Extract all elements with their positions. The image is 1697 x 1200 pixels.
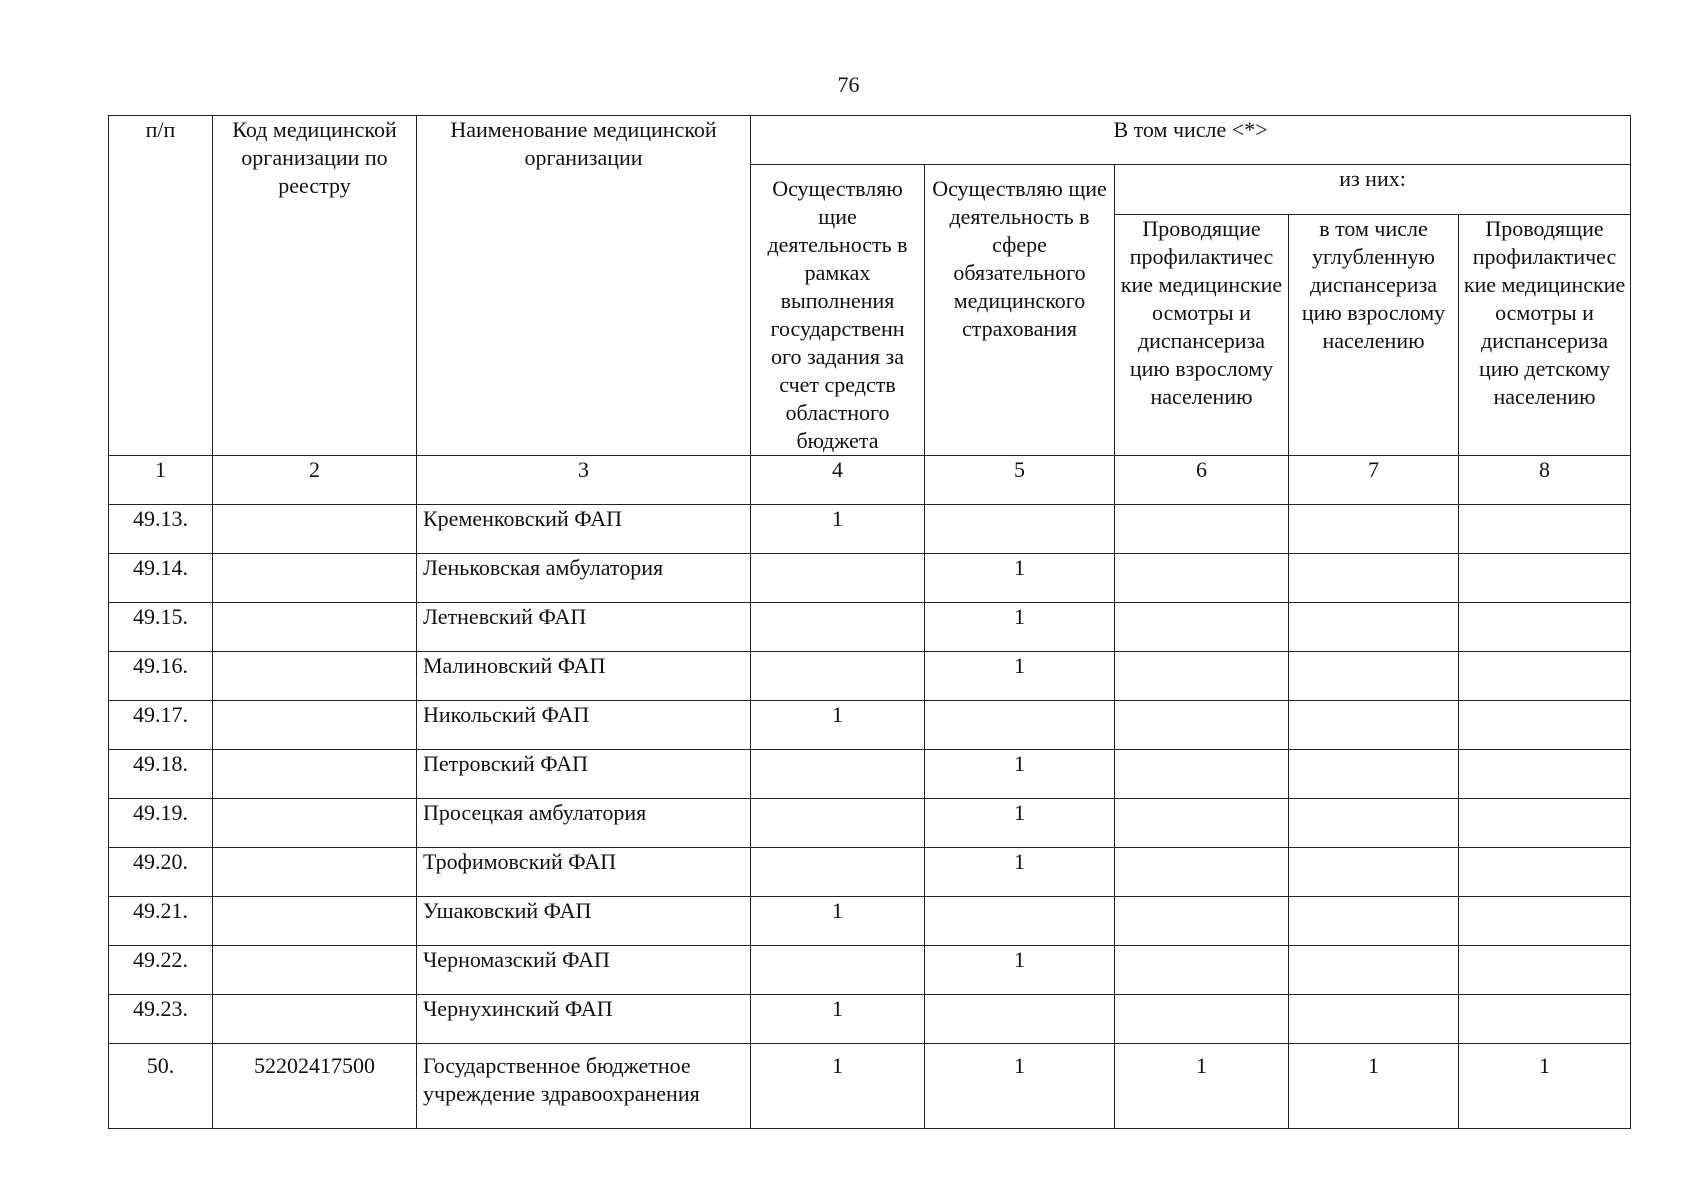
column-number: 8 [1459, 456, 1631, 505]
header-adult-checkups: Проводящие профилактичес кие медицинские осмотры и диспансериза цию взрослому населению [1115, 214, 1289, 455]
row-state-task: 1 [751, 897, 925, 946]
row-state-task: 1 [751, 701, 925, 750]
row-adult-checkups: 1 [1115, 1044, 1289, 1129]
table-row [109, 652, 1631, 701]
row-adult-checkups [1115, 848, 1289, 897]
row-deep-dispensary [1289, 799, 1459, 848]
row-pp: 49.17. [109, 701, 213, 750]
table-row [109, 799, 1631, 848]
row-pp: 49.21. [109, 897, 213, 946]
row-code [213, 897, 417, 946]
page-number: 76 [837, 72, 860, 97]
header-pp: п/п [109, 116, 213, 456]
row-child-checkups [1459, 701, 1631, 750]
row-child-checkups: 1 [1459, 1044, 1631, 1129]
row-child-checkups [1459, 995, 1631, 1044]
table-row [109, 701, 1631, 750]
column-numbers-row [109, 456, 1631, 505]
row-child-checkups [1459, 799, 1631, 848]
column-number: 7 [1289, 456, 1459, 505]
row-adult-checkups [1115, 505, 1289, 554]
table-row [109, 554, 1631, 603]
row-oms: 1 [925, 1044, 1115, 1129]
header-code: Код медицинской организации по реестру [213, 116, 417, 456]
row-deep-dispensary [1289, 750, 1459, 799]
row-state-task [751, 652, 925, 701]
row-name: Летневский ФАП [417, 603, 751, 652]
row-pp: 49.20. [109, 848, 213, 897]
column-number: 6 [1115, 456, 1289, 505]
row-adult-checkups [1115, 750, 1289, 799]
row-oms: 1 [925, 750, 1115, 799]
row-name: Никольский ФАП [417, 701, 751, 750]
row-code: 52202417500 [213, 1044, 417, 1129]
row-state-task: 1 [751, 505, 925, 554]
row-oms: 1 [925, 848, 1115, 897]
row-oms [925, 505, 1115, 554]
row-pp: 50. [109, 1044, 213, 1129]
header-state-task: Осуществляю щие деятельность в рамках выполнения государственн ого задания за счет средств областного бюджета [751, 165, 925, 456]
medical-organizations-table [108, 115, 1631, 1129]
row-pp: 49.22. [109, 946, 213, 995]
row-name: Трофимовский ФАП [417, 848, 751, 897]
row-adult-checkups [1115, 897, 1289, 946]
table-row [109, 750, 1631, 799]
row-pp: 49.18. [109, 750, 213, 799]
row-oms [925, 995, 1115, 1044]
table-body [109, 456, 1631, 1129]
row-state-task [751, 603, 925, 652]
row-code [213, 603, 417, 652]
row-state-task [751, 554, 925, 603]
column-number: 2 [213, 456, 417, 505]
row-pp: 49.15. [109, 603, 213, 652]
table-row [109, 897, 1631, 946]
column-number: 5 [925, 456, 1115, 505]
table-row [109, 505, 1631, 554]
row-name: Малиновский ФАП [417, 652, 751, 701]
row-state-task [751, 750, 925, 799]
table-row [109, 1044, 1631, 1129]
header-child-checkups: Проводящие профилактичес кие медицинские осмотры и диспансериза цию детскому населению [1459, 214, 1631, 455]
row-name: Леньковская амбулатория [417, 554, 751, 603]
row-child-checkups [1459, 897, 1631, 946]
table-row [109, 995, 1631, 1044]
row-state-task [751, 946, 925, 995]
row-name: Чернухинский ФАП [417, 995, 751, 1044]
row-deep-dispensary: 1 [1289, 1044, 1459, 1129]
row-name: Кременковский ФАП [417, 505, 751, 554]
row-name: Петровский ФАП [417, 750, 751, 799]
row-oms: 1 [925, 554, 1115, 603]
table-row [109, 603, 1631, 652]
row-state-task [751, 848, 925, 897]
row-deep-dispensary [1289, 554, 1459, 603]
row-code [213, 505, 417, 554]
row-child-checkups [1459, 750, 1631, 799]
table-header [109, 116, 1631, 456]
row-code [213, 652, 417, 701]
row-code [213, 750, 417, 799]
row-code [213, 701, 417, 750]
row-adult-checkups [1115, 799, 1289, 848]
row-deep-dispensary [1289, 897, 1459, 946]
row-adult-checkups [1115, 701, 1289, 750]
header-name: Наименование медицинской организации [417, 116, 751, 456]
row-state-task: 1 [751, 1044, 925, 1129]
row-oms: 1 [925, 603, 1115, 652]
table-row [109, 946, 1631, 995]
row-state-task [751, 799, 925, 848]
row-adult-checkups [1115, 603, 1289, 652]
row-adult-checkups [1115, 554, 1289, 603]
row-name: Ушаковский ФАП [417, 897, 751, 946]
row-name: Просецкая амбулатория [417, 799, 751, 848]
row-code [213, 554, 417, 603]
row-deep-dispensary [1289, 946, 1459, 995]
row-child-checkups [1459, 848, 1631, 897]
row-child-checkups [1459, 603, 1631, 652]
row-code [213, 799, 417, 848]
header-deep-dispensary: в том числе углубленную диспансериза цию взрослому населению [1289, 214, 1459, 455]
header-oms: Осуществляю щие деятельность в сфере обязательного медицинского страхования [925, 165, 1115, 456]
row-pp: 49.23. [109, 995, 213, 1044]
row-child-checkups [1459, 554, 1631, 603]
row-deep-dispensary [1289, 603, 1459, 652]
row-oms: 1 [925, 946, 1115, 995]
row-child-checkups [1459, 946, 1631, 995]
row-pp: 49.16. [109, 652, 213, 701]
table-row [109, 848, 1631, 897]
row-pp: 49.19. [109, 799, 213, 848]
row-pp: 49.14. [109, 554, 213, 603]
row-code [213, 946, 417, 995]
row-name: Государственное бюджетное учреждение здравоохранения [417, 1044, 751, 1129]
row-child-checkups [1459, 505, 1631, 554]
row-deep-dispensary [1289, 652, 1459, 701]
row-pp: 49.13. [109, 505, 213, 554]
row-deep-dispensary [1289, 701, 1459, 750]
row-deep-dispensary [1289, 505, 1459, 554]
row-adult-checkups [1115, 946, 1289, 995]
row-deep-dispensary [1289, 848, 1459, 897]
row-adult-checkups [1115, 652, 1289, 701]
row-state-task: 1 [751, 995, 925, 1044]
row-code [213, 995, 417, 1044]
column-number: 1 [109, 456, 213, 505]
column-number: 4 [751, 456, 925, 505]
row-oms [925, 701, 1115, 750]
column-number: 3 [417, 456, 751, 505]
row-oms: 1 [925, 652, 1115, 701]
row-oms [925, 897, 1115, 946]
header-of-them-group: из них: [1115, 165, 1631, 215]
row-code [213, 848, 417, 897]
row-adult-checkups [1115, 995, 1289, 1044]
row-name: Черномазский ФАП [417, 946, 751, 995]
row-deep-dispensary [1289, 995, 1459, 1044]
row-child-checkups [1459, 652, 1631, 701]
header-including-group: В том числе <*> [751, 116, 1631, 165]
row-oms: 1 [925, 799, 1115, 848]
